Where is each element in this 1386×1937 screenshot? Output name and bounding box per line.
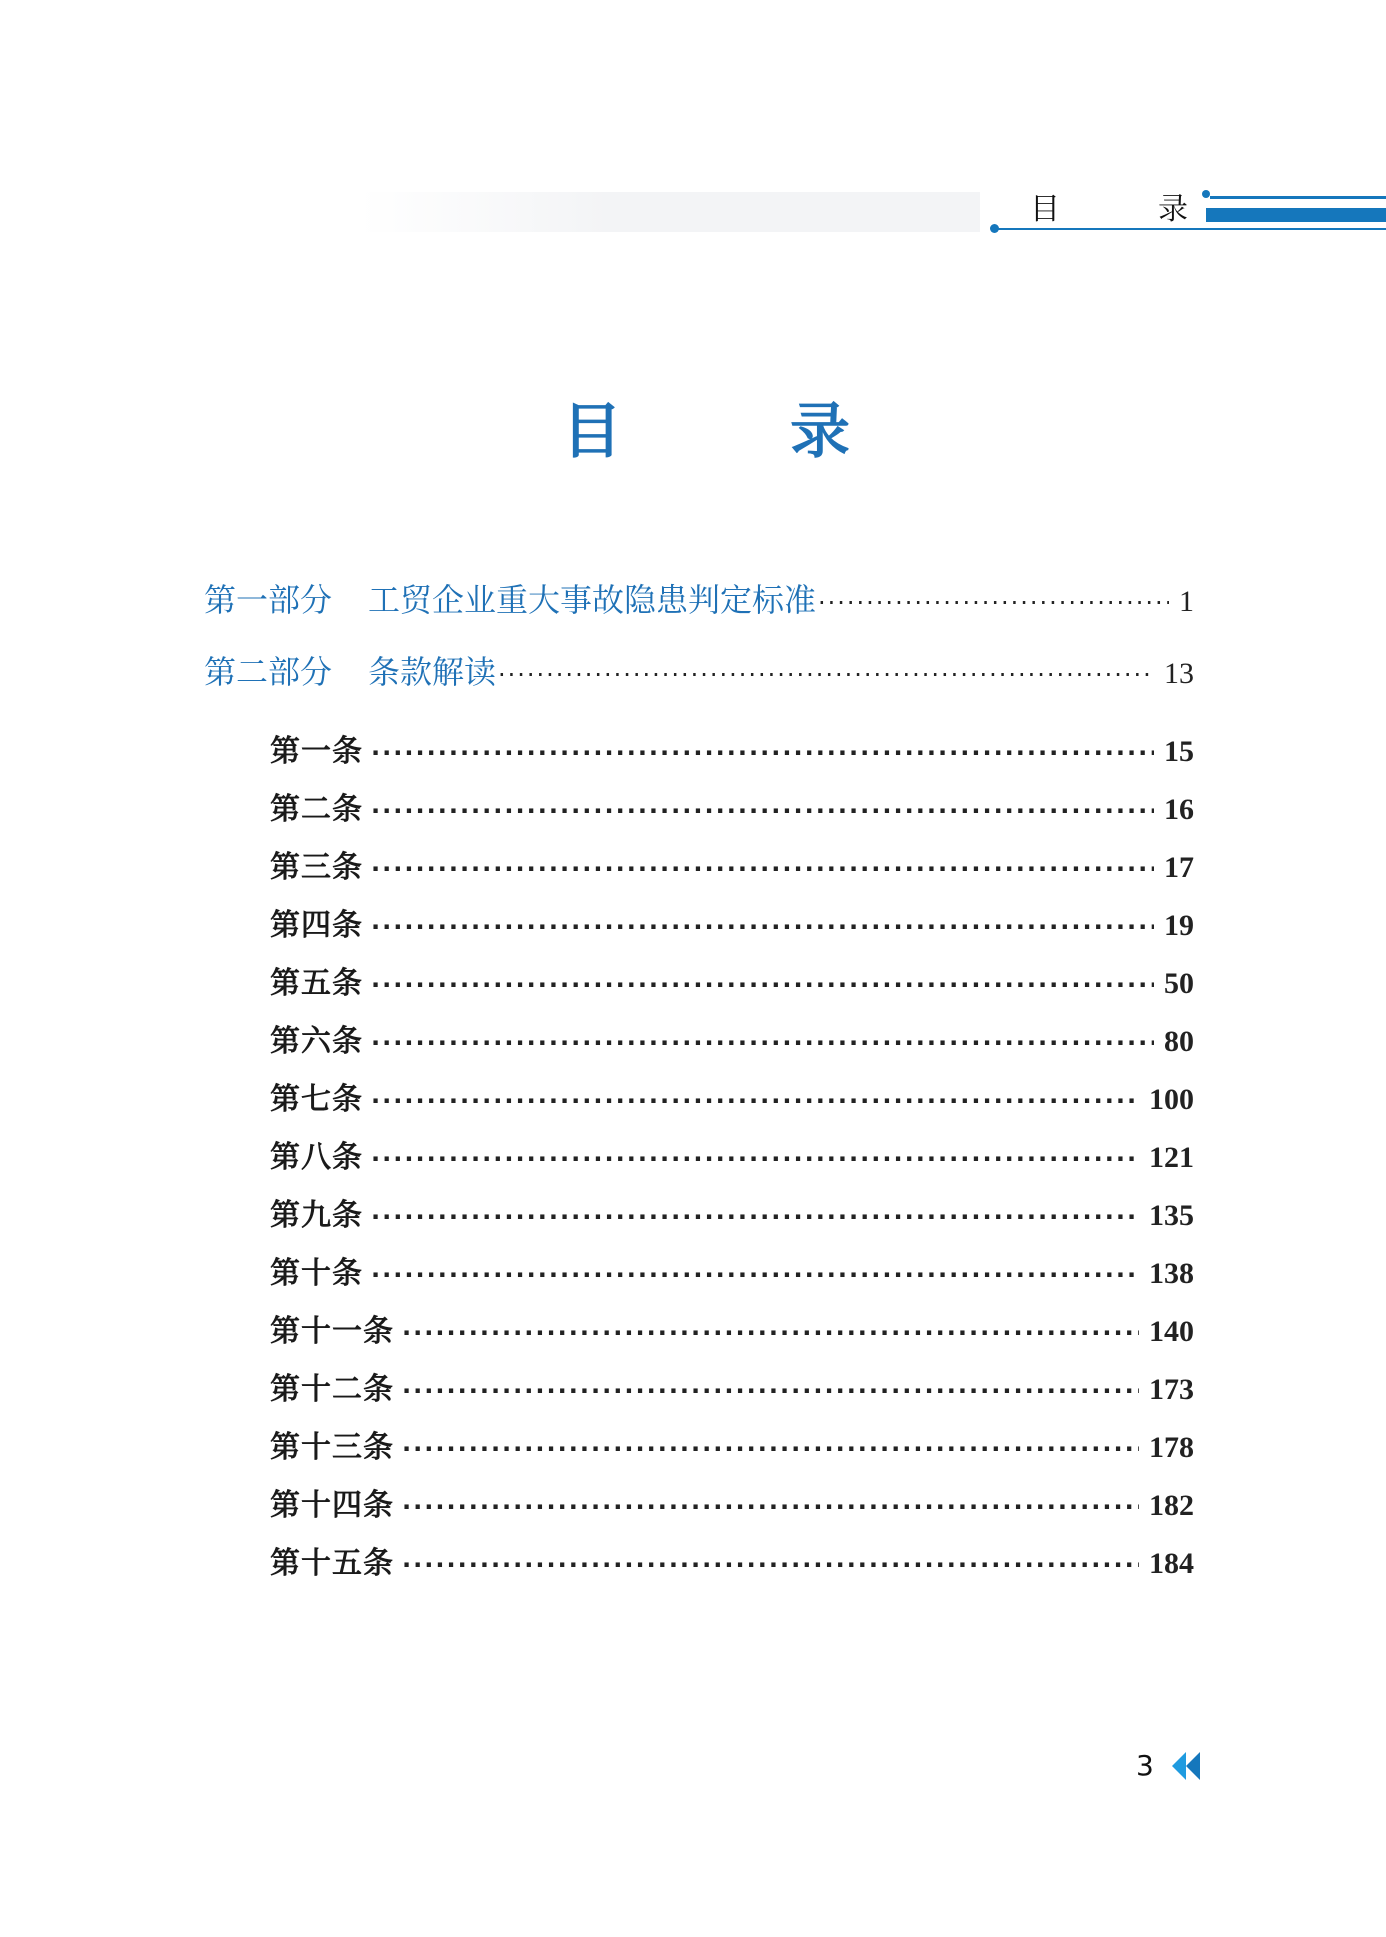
toc-article-row[interactable]: [270, 1368, 1194, 1412]
toc-part-label: [204, 578, 816, 622]
double-chevron-left-icon[interactable]: [1168, 1748, 1204, 1784]
toc-dot-leader: [498, 653, 1154, 697]
toc-dot-leader: [371, 789, 1154, 833]
toc-page-number: 178: [1149, 1431, 1194, 1464]
toc-page-number: 182: [1149, 1489, 1194, 1522]
toc-dot-leader: [402, 1369, 1139, 1413]
toc-page-number: 15: [1164, 735, 1194, 768]
toc-part-label: [204, 650, 496, 694]
toc-page-number: 100: [1149, 1083, 1194, 1116]
toc-page-number: 1: [1179, 585, 1194, 618]
toc-dot-leader: [402, 1485, 1139, 1529]
toc-article-label: 第五条: [270, 966, 363, 1001]
toc-article-row[interactable]: [270, 788, 1194, 832]
toc-article-row[interactable]: [270, 1078, 1194, 1122]
toc-part-number: 第二部分: [204, 653, 333, 691]
toc-part-row[interactable]: [204, 578, 1194, 622]
header-bar-thin: [1210, 196, 1386, 199]
toc-article-label: 第九条: [270, 1198, 363, 1233]
toc-page-number: 173: [1149, 1373, 1194, 1406]
toc-article-label: 第十一条: [270, 1314, 394, 1349]
toc-dot-leader: [371, 905, 1154, 949]
toc-article-row[interactable]: [270, 1194, 1194, 1238]
toc-article-row[interactable]: [270, 846, 1194, 890]
page-title-left-char: 目: [562, 397, 622, 467]
toc-article-row[interactable]: [270, 1020, 1194, 1064]
toc-part-row[interactable]: [204, 650, 1194, 694]
toc-dot-leader: [371, 963, 1154, 1007]
toc-dot-leader: [371, 731, 1154, 775]
toc-dot-leader: [371, 1253, 1139, 1297]
toc-article-label: 第七条: [270, 1082, 363, 1117]
toc-article-row[interactable]: [270, 1310, 1194, 1354]
toc-article-label: 第六条: [270, 1024, 363, 1059]
header-bar-thick: [1206, 208, 1386, 222]
toc-part-title: 工贸企业重大事故隐患判定标准: [368, 581, 817, 619]
toc-article-label: 第八条: [270, 1140, 363, 1175]
toc-article-label: 第十二条: [270, 1372, 394, 1407]
toc-article-label: 第二条: [270, 792, 363, 827]
toc-page-number: 140: [1149, 1315, 1194, 1348]
toc-article-label: 第十三条: [270, 1430, 394, 1465]
toc-article-row[interactable]: [270, 962, 1194, 1006]
running-header-left-char: 目: [1030, 192, 1060, 227]
toc-dot-leader: [818, 581, 1169, 625]
toc-page-number: 50: [1164, 967, 1194, 1000]
toc-article-row[interactable]: [270, 1136, 1194, 1180]
header-underline: [998, 228, 1386, 230]
toc-dot-leader: [371, 1021, 1154, 1065]
toc-dot-leader: [371, 847, 1154, 891]
toc-article-label: 第十五条: [270, 1546, 394, 1581]
header-dot-top: [1202, 190, 1210, 198]
toc-article-row[interactable]: [270, 1484, 1194, 1528]
toc-dot-leader: [402, 1311, 1139, 1355]
toc-dot-leader: [371, 1079, 1139, 1123]
toc-page-number: 135: [1149, 1199, 1194, 1232]
toc-dot-leader: [402, 1427, 1139, 1471]
toc-page-number: 13: [1164, 657, 1194, 690]
toc-dot-leader: [371, 1195, 1139, 1239]
toc-page-number: 138: [1149, 1257, 1194, 1290]
toc-article-label: 第三条: [270, 850, 363, 885]
toc-page-number: 16: [1164, 793, 1194, 826]
running-header: [0, 0, 1386, 240]
toc-article-label: 第十四条: [270, 1488, 394, 1523]
toc-dot-leader: [371, 1137, 1139, 1181]
toc-page-number: 19: [1164, 909, 1194, 942]
toc-article-label: 第一条: [270, 734, 363, 769]
page-title-right-char: 录: [790, 397, 850, 467]
toc-part-number: 第一部分: [204, 581, 333, 619]
toc-article-row[interactable]: [270, 1426, 1194, 1470]
toc-article-row[interactable]: [270, 730, 1194, 774]
toc-article-label: 第四条: [270, 908, 363, 943]
toc-page-number: 80: [1164, 1025, 1194, 1058]
header-fade-band: [360, 192, 980, 232]
toc-page-number: 17: [1164, 851, 1194, 884]
toc-article-row[interactable]: [270, 1542, 1194, 1586]
running-header-right-char: 录: [1158, 192, 1188, 227]
toc-dot-leader: [402, 1543, 1139, 1587]
toc-article-row[interactable]: [270, 1252, 1194, 1296]
toc-article-label: 第十条: [270, 1256, 363, 1291]
toc-page-number: 184: [1149, 1547, 1194, 1580]
toc-article-row[interactable]: [270, 904, 1194, 948]
page-number: 3: [1136, 1749, 1154, 1782]
toc-part-title: 条款解读: [368, 653, 497, 691]
toc-page-number: 121: [1149, 1141, 1194, 1174]
